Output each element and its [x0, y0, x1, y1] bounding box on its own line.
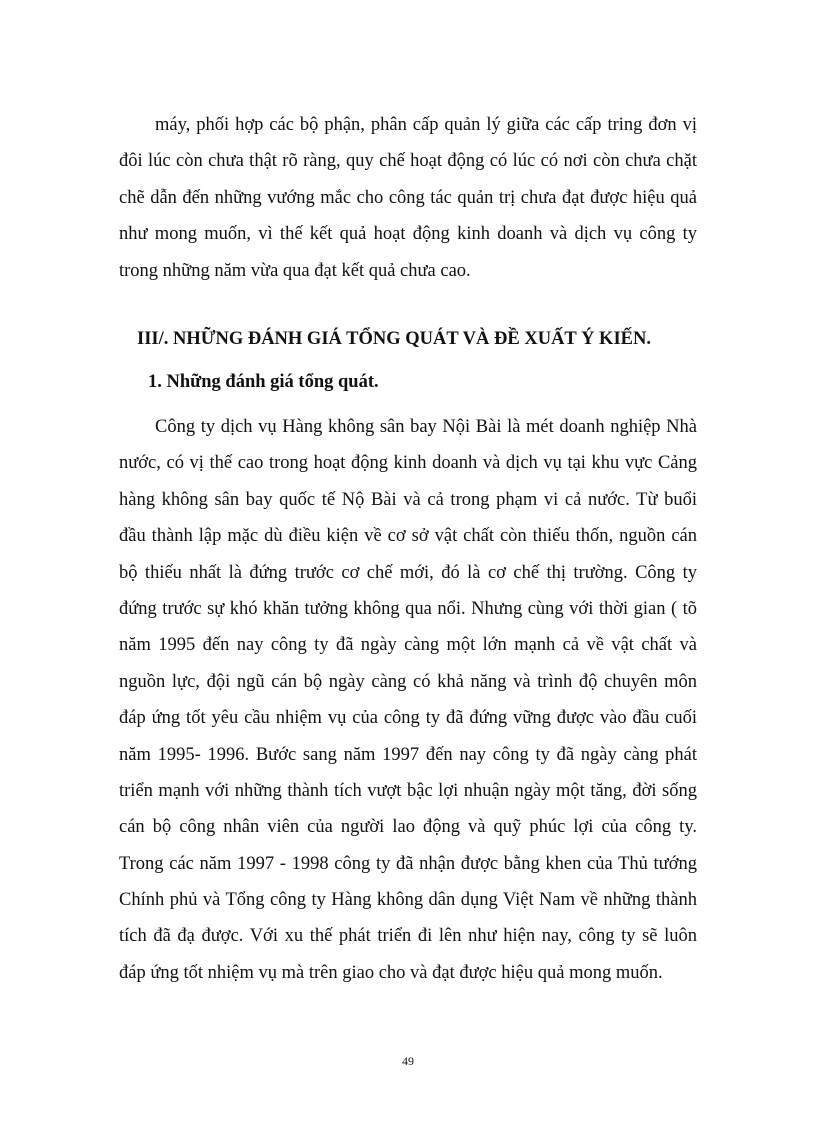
- paragraph-line: trong những năm vừa qua đạt kết quả chưa cao.: [119, 260, 471, 281]
- paragraph-line: chẽ dẫn đến những vướng mắc cho công tác quản trị chưa đạt được hiệu quả: [119, 187, 697, 208]
- paragraph-line: năm 1995 đến nay công ty đã ngày càng một lớn mạnh cả về vật chất và: [119, 635, 697, 656]
- paragraph-line: Trong các năm 1997 - 1998 công ty đã nhận được bằng khen của Thủ tướng: [119, 853, 697, 874]
- paragraph-line: bộ thiếu nhất là đứng trước cơ chế mới, đó là cơ chế thị trường. Công ty: [119, 562, 697, 583]
- paragraph-line: năm 1995- 1996. Bước sang năm 1997 đến nay công ty đã ngày càng phát: [119, 744, 697, 765]
- paragraph-line: tích đã đạ được. Với xu thế phát triển đi lên như hiện nay, công ty sẽ luôn: [119, 926, 697, 947]
- paragraph-line: hàng không sân bay quốc tế Nộ Bài và cả trong phạm vi cả nước. Từ buổi: [119, 489, 697, 510]
- paragraph-line: máy, phối hợp các bộ phận, phân cấp quản lý giữa các cấp tring đơn vị: [155, 115, 697, 135]
- subsection-heading: 1. Những đánh giá tổng quát.: [148, 372, 379, 392]
- paragraph-line: nguồn lực, đội ngũ cán bộ ngày càng có khả năng và trình độ chuyên môn: [119, 671, 697, 692]
- paragraph-line: cán bộ công nhân viên của người lao động và quỹ phúc lợi của công ty.: [119, 817, 697, 838]
- paragraph-line: nước, có vị thế cao trong hoạt động kinh doanh và dịch vụ tại khu vực Cảng: [119, 453, 697, 474]
- paragraph-line: Chính phủ và Tổng công ty Hàng không dân dụng Việt Nam về những thành: [119, 890, 697, 911]
- section-heading: III/. NHỮNG ĐÁNH GIÁ TỔNG QUÁT VÀ ĐỀ XUẤT Ý KIẾN.: [137, 329, 651, 349]
- paragraph-line: đầu thành lập mặc dù điều kiện về cơ sở vật chất còn thiếu thốn, nguồn cán: [119, 526, 697, 547]
- paragraph-continuation: [119, 113, 697, 295]
- paragraph-line: như mong muốn, vì thế kết quả hoạt động kinh doanh và dịch vụ công ty: [119, 224, 697, 245]
- paragraph-line: đáp ứng tốt yêu cầu nhiệm vụ của công ty đã đứng vững được vào đầu cuối: [119, 708, 697, 729]
- paragraph-line: đáp ứng tốt nhiệm vụ mà trên giao cho và đạt được hiệu quả mong muốn.: [119, 962, 663, 983]
- paragraph-line: đôi lúc còn chưa thật rõ ràng, quy chế hoạt động có lúc có nơi còn chưa chặt: [119, 151, 697, 172]
- paragraph-line: triển mạnh với những thành tích vượt bậc lợi nhuận ngày một tăng, đời sống: [119, 780, 697, 801]
- paragraph-assessment: [119, 415, 697, 997]
- paragraph-line: Công ty dịch vụ Hàng không sân bay Nội Bài là mét doanh nghiệp Nhà: [155, 417, 697, 437]
- paragraph-line: đứng trước sự khó khăn tưởng không qua nổi. Nhưng cùng với thời gian ( tõ: [119, 598, 697, 619]
- page-number: 49: [402, 1054, 414, 1068]
